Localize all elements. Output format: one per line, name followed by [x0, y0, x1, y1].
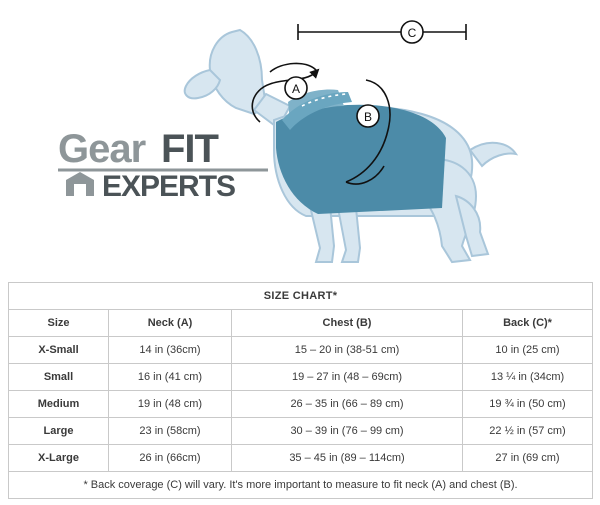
row-chest-value: 26 – 35 in (66 – 89 cm) [232, 391, 463, 418]
column-header-chest: Chest (B) [232, 310, 463, 337]
row-size-label: Medium [9, 391, 109, 418]
row-chest-value: 15 – 20 in (38-51 cm) [232, 337, 463, 364]
label-c [401, 21, 423, 43]
table-row [9, 391, 593, 418]
table-row [9, 418, 593, 445]
table-footnote-row [9, 472, 593, 499]
row-size-label: Large [9, 418, 109, 445]
row-chest-value: 30 – 39 in (76 – 99 cm) [232, 418, 463, 445]
column-header-size: Size [9, 310, 109, 337]
table-row [9, 445, 593, 472]
table-row [9, 337, 593, 364]
row-back-value: 10 in (25 cm) [463, 337, 593, 364]
row-back-value: 19 ¾ in (50 cm) [463, 391, 593, 418]
row-neck-value: 14 in (36cm) [109, 337, 232, 364]
row-back-value: 13 ¼ in (34cm) [463, 364, 593, 391]
table-title-row [9, 283, 593, 310]
label-c-text: C [407, 26, 417, 40]
column-header-neck: Neck (A) [109, 310, 232, 337]
footnote-text: * Back coverage (C) will vary. It's more important to measure to fit neck (A) and chest (B). [9, 472, 593, 499]
row-back-value: 27 in (69 cm) [463, 445, 593, 472]
column-header-back: Back (C)* [463, 310, 593, 337]
row-chest-value: 19 – 27 in (48 – 69cm) [232, 364, 463, 391]
row-neck-value: 19 in (48 cm) [109, 391, 232, 418]
row-neck-value: 16 in (41 cm) [109, 364, 232, 391]
logo-word-fit: FIT [161, 127, 218, 171]
row-size-label: X-Small [9, 337, 109, 364]
size-chart-table-wrapper [8, 282, 592, 499]
dog-diagram [170, 10, 570, 275]
logo-word-gear: Gear [58, 127, 146, 171]
size-chart-table [8, 282, 593, 499]
table-title: SIZE CHART* [9, 283, 593, 310]
row-neck-value: 26 in (66cm) [109, 445, 232, 472]
row-size-label: X-Large [9, 445, 109, 472]
table-header-row [9, 310, 593, 337]
label-a-text: A [291, 82, 301, 96]
label-a [285, 77, 307, 99]
row-neck-value: 23 in (58cm) [109, 418, 232, 445]
label-b-text: B [363, 110, 373, 124]
table-row [9, 364, 593, 391]
logo-house-icon [66, 172, 94, 196]
label-b [357, 105, 379, 127]
logo-word-experts: EXPERTS [102, 170, 236, 198]
row-chest-value: 35 – 45 in (89 – 114cm) [232, 445, 463, 472]
row-size-label: Small [9, 364, 109, 391]
row-back-value: 22 ½ in (57 cm) [463, 418, 593, 445]
